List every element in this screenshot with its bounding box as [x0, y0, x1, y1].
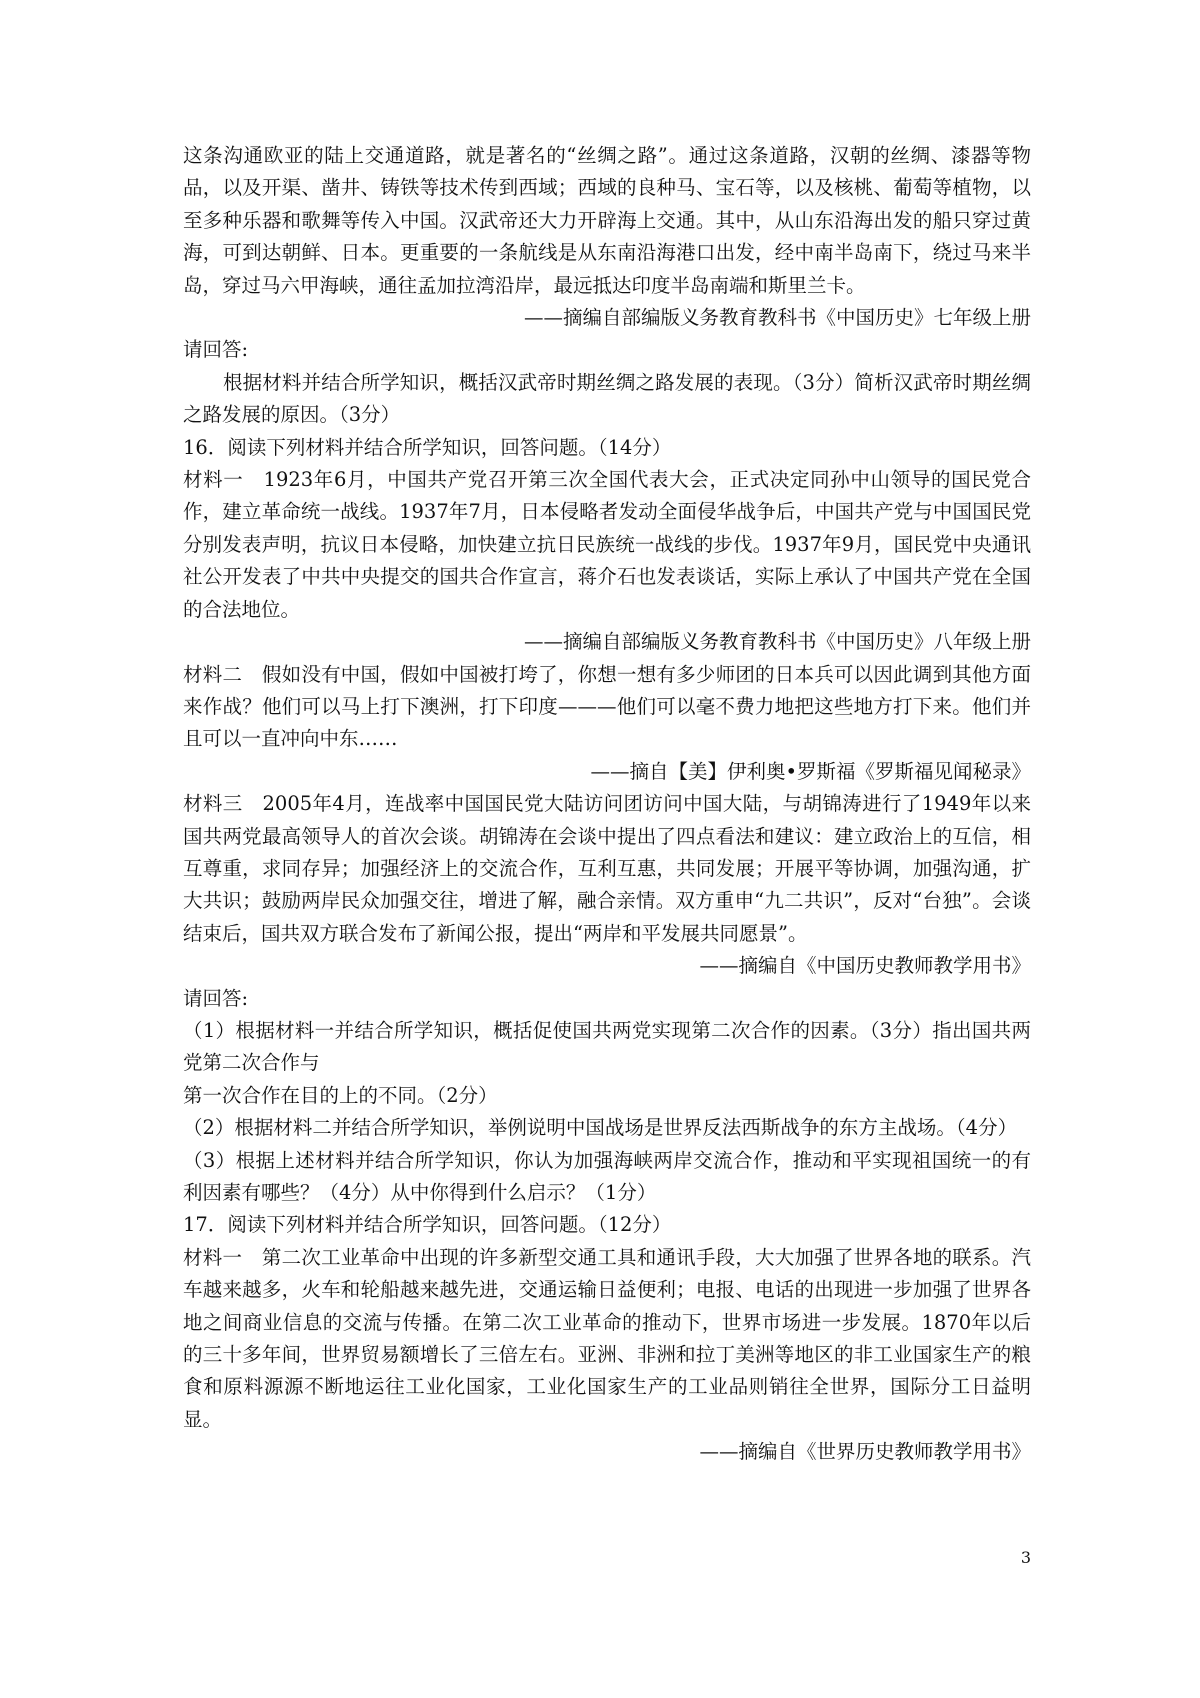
q16-source-2: ——摘自【美】伊利奥•罗斯福《罗斯福见闻秘录》 [590, 759, 1031, 783]
q16-material-1: 材料一 1923年6月，中国共产党召开第三次全国代表大会，正式决定同孙中山领导的国民党合作，建立革命统一战线。1937年7月，日本侵略者发动全面侵华战争后，中国共产党与中国国民党分别发表声明，抗议日本侵略，加快建立抗日民族统一战线的步伐。1937年9月，国民党中央通讯社公开发表了中共中央提交的国共合作宣言，蒋介石也发表谈话，实际上承认了中国共产党在全国的合法地位。 [183, 468, 1031, 621]
q15-question: 根据材料并结合所学知识，概括汉武帝时期丝绸之路发展的表现。（3分）简析汉武帝时期丝绸之路发展的原因。（3分） [183, 370, 1031, 427]
q16-heading: 16．阅读下列材料并结合所学知识，回答问题。（14分） [183, 435, 672, 459]
q17-material-1: 材料一 第二次工业革命中出现的许多新型交通工具和通讯手段，大大加强了世界各地的联系。汽车越来越多，火车和轮船越来越先进，交通运输日益便利；电报、电话的出现进一步加强了世界各地之间商业信息的交流与传播。在第二次工业革命的推动下，世界市场进一步发展。1870年以后的三十多年间，世界贸易额增长了三倍左右。亚洲、非洲和拉丁美洲等地区的非工业国家生产的粮食和原料源源不断地运往工业化国家，工业化国家生产的工业品则销往全世界，国际分工日益明显。 [183, 1245, 1031, 1431]
q15-source-citation: ——摘编自部编版义务教育教科书《中国历史》七年级上册 [523, 306, 1031, 330]
page-content [183, 140, 1031, 1469]
q16-source-3: ——摘编自《中国历史教师教学用书》 [699, 954, 1031, 978]
q17-heading: 17．阅读下列材料并结合所学知识，回答问题。（12分） [183, 1213, 672, 1237]
q16-subquestion-3: （3）根据上述材料并结合所学知识，你认为加强海峡两岸交流合作，推动和平实现祖国统一的有利因素有哪些？（4分）从中你得到什么启示？（1分） [183, 1148, 1031, 1204]
q16-subquestion-2: （2）根据材料二并结合所学知识，举例说明中国战场是世界反法西斯战争的东方主战场。（4分） [183, 1116, 1018, 1140]
q15-material-text: 这条沟通欧亚的陆上交通道路，就是著名的“丝绸之路”。通过这条道路，汉朝的丝绸、漆器等物品，以及开渠、凿井、铸铁等技术传到西域；西域的良种马、宝石等，以及核桃、葡萄等植物，以至多种乐器和歌舞等传入中国。汉武帝还大力开辟海上交通。其中，从山东沿海出发的船只穿过黄海，可到达朝鲜、日本。更重要的一条航线是从东南沿海港口出发，经中南半岛南下，绕过马来半岛，穿过马六甲海峡，通往孟加拉湾沿岸，最远抵达印度半岛南端和斯里兰卡。 [183, 144, 1031, 297]
q16-material-3: 材料三 2005年4月，连战率中国国民党大陆访问团访问中国大陆，与胡锦涛进行了1949年以来国共两党最高领导人的首次会谈。胡锦涛在会谈中提出了四点看法和建议：建立政治上的互信，相互尊重，求同存异；加强经济上的交流合作，互利互惠，共同发展；开展平等协调，加强沟通，扩大共识；鼓励两岸民众加强交往，增进了解，融合亲情。双方重申“九二共识”，反对“台独”。会谈结束后，国共双方联合发布了新闻公报，提出“两岸和平发展共同愿景”。 [183, 792, 1031, 945]
q16-material-2: 材料二 假如没有中国，假如中国被打垮了，你想一想有多少师团的日本兵可以因此调到其他方面来作战？他们可以马上打下澳洲，打下印度———他们可以毫不费力地把这些地方打下来。他们并且可以一直冲向中东…… [183, 662, 1031, 751]
q16-subquestion-1a: （1）根据材料一并结合所学知识，概括促使国共两党实现第二次合作的因素。（3分）指出国共两党第二次合作与 [183, 1018, 1031, 1075]
page-number: 3 [1020, 1548, 1031, 1567]
q16-subquestion-1b: 第一次合作在目的上的不同。（2分） [183, 1083, 498, 1107]
q16-ask-label: 请回答: [183, 986, 249, 1010]
q16-source-1: ——摘编自部编版义务教育教科书《中国历史》八年级上册 [523, 630, 1031, 654]
q17-source-1: ——摘编自《世界历史教师教学用书》 [699, 1440, 1031, 1464]
q15-ask-label: 请回答: [183, 338, 249, 362]
